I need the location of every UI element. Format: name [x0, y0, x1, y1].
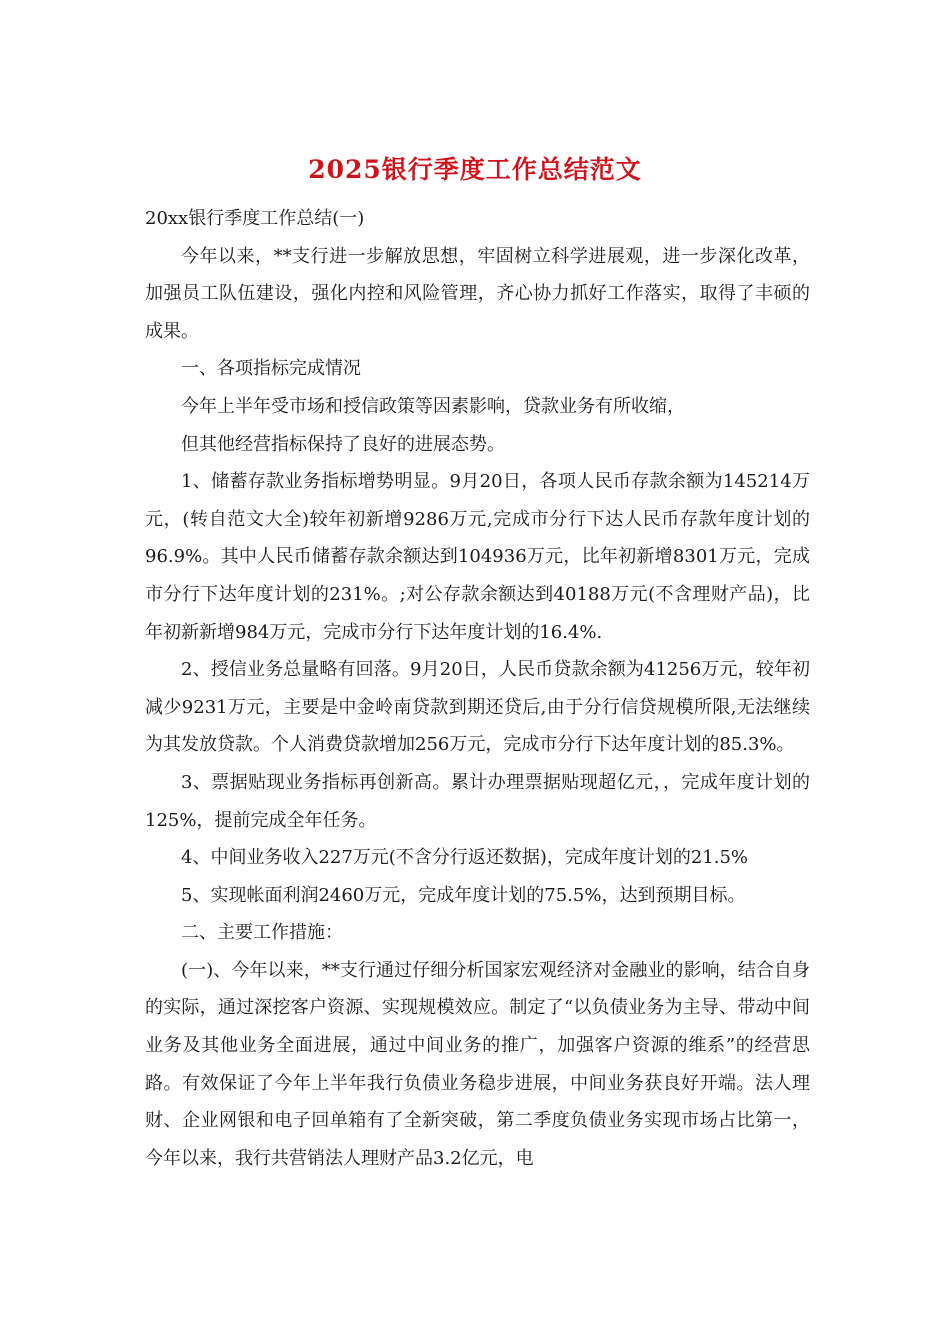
- document-title: 2025银行季度工作总结范文: [308, 155, 642, 184]
- paragraph-measure-1: (一)、今年以来，**支行通过仔细分析国家宏观经济对金融业的影响，结合自身的实际，通过深挖客户资源、实现规模效应。制定了“以负债业务为主导、带动中间业务及其他业务全面进展，通过中间业务的推广，加强客户资源的维系”的经营思路。有效保证了今年上半年我行负债业务稳步进展，中间业务获良好开端。法人理财、企业网银和电子回单箱有了全新突破，第二季度负债业务实现市场占比第一，今年以来，我行共营销法人理财产品3.2亿元，电: [145, 959, 810, 1169]
- paragraph-overview-2: 但其他经营指标保持了良好的进展态势。: [181, 433, 505, 455]
- section-subtitle: 20xx银行季度工作总结(一): [145, 208, 365, 229]
- paragraph-intro: 今年以来，**支行进一步解放思想，牢固树立科学进展观，进一步深化改革，加强员工队伍建设，强化内控和风险管理，齐心协力抓好工作落实，取得了丰硕的成果。: [145, 245, 810, 342]
- heading-indicators: 一、各项指标完成情况: [181, 358, 361, 380]
- paragraph-item-2: 2、授信业务总量略有回落。9月20日，人民币贷款余额为41256万元，较年初减少9231万元，主要是中金岭南贷款到期还贷后,由于分行信贷规模所限,无法继续为其发放贷款。个人消费贷款增加256万元，完成市分行下达年度计划的85.3%。: [145, 659, 810, 756]
- paragraph-item-4: 4、中间业务收入227万元(不含分行返还数据)，完成年度计划的21.5%: [181, 847, 749, 869]
- document-body: [145, 200, 810, 1177]
- paragraph-item-1: 1、储蓄存款业务指标增势明显。9月20日，各项人民币存款余额为145214万元，(转自范文大全)较年初新增9286万元,完成市分行下达人民币存款年度计划的96.9%。其中人民币储蓄存款余额达到104936万元，比年初新增8301万元，完成市分行下达年度计划的231%。;对公存款余额达到40188万元(不含理财产品)，比年初新新增984万元，完成市分行下达年度计划的16.4%.: [145, 471, 810, 643]
- heading-measures: 二、主要工作措施：: [181, 922, 343, 944]
- paragraph-overview-1: 今年上半年受市场和授信政策等因素影响，贷款业务有所收缩，: [181, 395, 685, 417]
- paragraph-item-3: 3、票据贴现业务指标再创新高。累计办理票据贴现超亿元，，完成年度计划的125%，提前完成全年任务。: [145, 771, 810, 831]
- paragraph-item-5: 5、实现帐面利润2460万元，完成年度计划的75.5%，达到预期目标。: [181, 884, 746, 906]
